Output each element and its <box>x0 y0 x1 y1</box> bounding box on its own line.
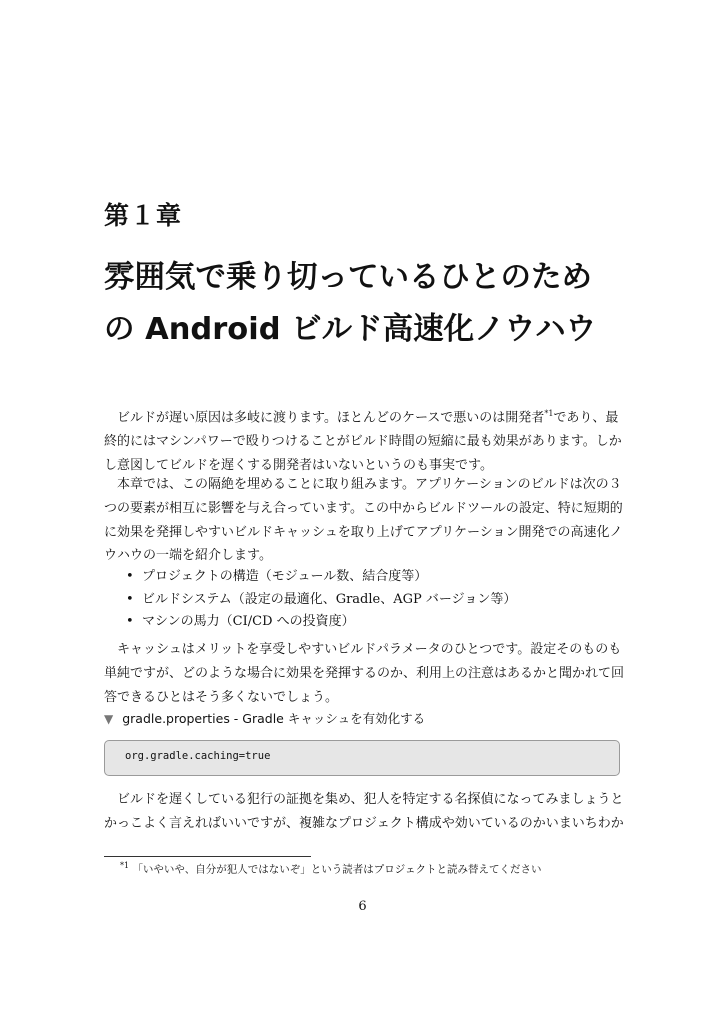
paragraph-line: に効果を発揮しやすいビルドキャッシュを取り上げてアプリケーション開発での高速化ノ <box>104 524 623 540</box>
list-item: • プロジェクトの構造（モジュール数、結合度等） <box>126 566 516 589</box>
code-caption <box>104 709 425 727</box>
triangle-down-icon: ▼ <box>104 712 114 726</box>
footnote-mark: *1 <box>120 861 130 870</box>
paragraph-intro <box>104 402 624 478</box>
chapter-label: 第１章 <box>104 201 183 230</box>
factor-list <box>126 566 516 634</box>
page-number: 6 <box>358 899 367 914</box>
footnote-ref[interactable]: *1 <box>544 409 554 418</box>
paragraph-line: かっこよく言えればいいですが、複雑なプロジェクト構成や効いているのかいまいちわか <box>104 815 624 831</box>
paragraph-line: し意図してビルドを遅くする開発者はいないというのも事実です。 <box>104 457 493 473</box>
paragraph-line: 終的にはマシンパワーで殴りつけることがビルド時間の短縮に最も効果があります。しか <box>104 434 622 450</box>
paragraph-line: 単純ですが、どのような場合に効果を発揮するのか、利用上の注意はあるかと聞かれて回 <box>104 665 624 681</box>
paragraph-line: ビルドを遅くしている犯行の証拠を集め、犯人を特定する名探偵になってみましょうと <box>117 792 624 807</box>
bullet-icon: • <box>126 614 134 629</box>
paragraph-line: ビルドが遅い原因は多岐に渡ります。ほとんどのケースで悪いのは開発者$^{*1}$であり、最 <box>117 409 619 426</box>
paragraph-line: つの要素が相互に影響を与え合っています。この中からビルドツールの設定、特に短期的 <box>104 500 623 516</box>
footnote-text: 「いやいや、自分が犯人ではないぞ」という読者はプロジェクトと読み替えてください <box>132 863 542 876</box>
code-block <box>104 740 620 776</box>
chapter-title-line-2: の Android ビルド高速化ノウハウ <box>104 312 597 347</box>
footnote-divider <box>104 856 311 857</box>
list-item: • マシンの馬力（CI/CD への投資度） <box>126 611 516 634</box>
paragraph-line: ウハウの一端を紹介します。 <box>104 548 272 564</box>
paragraph-line: キャッシュはメリットを享受しやすいビルドパラメータのひとつです。設定そのものも <box>117 642 622 657</box>
code-text: org.gradle.caching=true <box>125 750 271 762</box>
paragraph-line: 本章では、この隔絶を埋めることに取り組みます。アプリケーションのビルドは次の３ <box>117 477 622 492</box>
bullet-icon: • <box>126 569 134 584</box>
paragraph-chapter-scope <box>104 473 624 568</box>
chapter-title-line-1: 雰囲気で乗り切っているひとのため <box>104 260 592 295</box>
footnote <box>120 861 542 877</box>
chapter-title <box>104 252 644 356</box>
code-caption-text: gradle.properties - Gradle キャッシュを有効化する <box>122 711 426 726</box>
paragraph-line: 答できるひとはそう多くないでしょう。 <box>104 689 339 705</box>
paragraph-cache <box>104 638 624 709</box>
list-item: • ビルドシステム（設定の最適化、Gradle、AGP バージョン等） <box>126 589 516 612</box>
bullet-icon: • <box>126 591 134 607</box>
paragraph-detective <box>104 788 624 836</box>
